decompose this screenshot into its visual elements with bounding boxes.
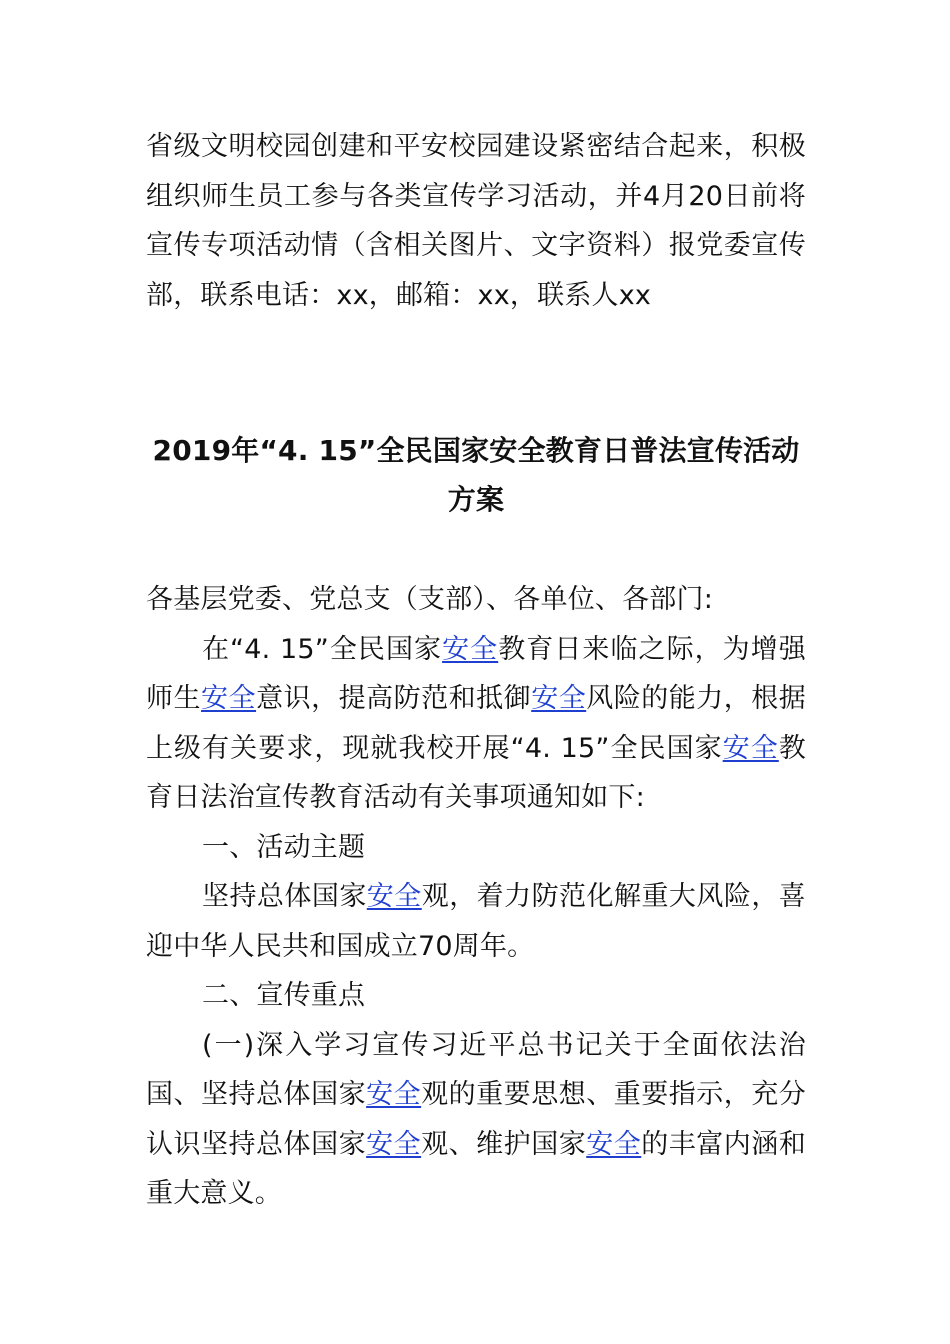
keyword-link[interactable]: 安全 xyxy=(201,683,257,714)
section-2-text-2: 观的重要思想、重要指示，充分认识坚持总体国家 xyxy=(146,1079,806,1160)
keyword-link[interactable]: 安全 xyxy=(722,732,779,764)
section-2-text-4: 的丰富内涵和重大意义。 xyxy=(146,1128,807,1209)
keyword-link[interactable]: 安全 xyxy=(531,683,587,714)
intro-text-4: 风险的能力，根据上级有关要求，现就我校开展“4. 15”全民国家 xyxy=(146,683,807,764)
section-2-paragraph xyxy=(146,1021,806,1219)
salutation: 各基层党委、党总支（支部）、各单位、各部门: xyxy=(146,584,713,615)
keyword-link[interactable]: 安全 xyxy=(366,1128,422,1160)
intro-paragraph xyxy=(146,625,806,823)
intro-text-2: 教育日来临之际，为增强师生 xyxy=(146,633,807,714)
top-paragraph: 省级文明校园创建和平安校园建设紧密结合起来，积极组织师生员工参与各类宣传学习活动，并4月20日前将宣传专项活动情（含相关图片、文字资料）报党委宣传部，联系电话：xx，邮箱：xx，联系人xx xyxy=(146,131,806,311)
keyword-link[interactable]: 安全 xyxy=(442,633,499,665)
section-2-heading: 二、宣传重点 xyxy=(202,980,366,1011)
intro-text-3: 意识，提高防范和抵御 xyxy=(256,683,532,714)
section-1-text-1: 坚持总体国家 xyxy=(202,881,367,912)
section-1-text-2: 观，着力防范化解重大风险，喜迎中华人民共和国成立70周年。 xyxy=(146,881,806,962)
intro-text-1: 在“4. 15”全民国家 xyxy=(202,633,443,665)
section-1-heading: 一、活动主题 xyxy=(202,831,366,863)
section-2-text-3: 观、维护国家 xyxy=(421,1128,587,1160)
document-title-block xyxy=(146,426,806,524)
top-continuation xyxy=(146,122,806,320)
section-1-paragraph xyxy=(146,872,806,971)
keyword-link[interactable]: 安全 xyxy=(586,1128,642,1160)
section-2-text-1: (一)深入学习宣传习近平总书记关于全面依法治国、坚持总体国家 xyxy=(146,1029,806,1110)
keyword-link[interactable]: 安全 xyxy=(366,881,422,912)
document-title: 2019年“4. 15”全民国家安全教育日普法宣传活动方案 xyxy=(152,434,800,516)
document-body xyxy=(146,575,806,1219)
intro-text-5: 教育日法治宣传教育活动有关事项通知如下: xyxy=(146,732,806,813)
keyword-link[interactable]: 安全 xyxy=(366,1079,422,1110)
